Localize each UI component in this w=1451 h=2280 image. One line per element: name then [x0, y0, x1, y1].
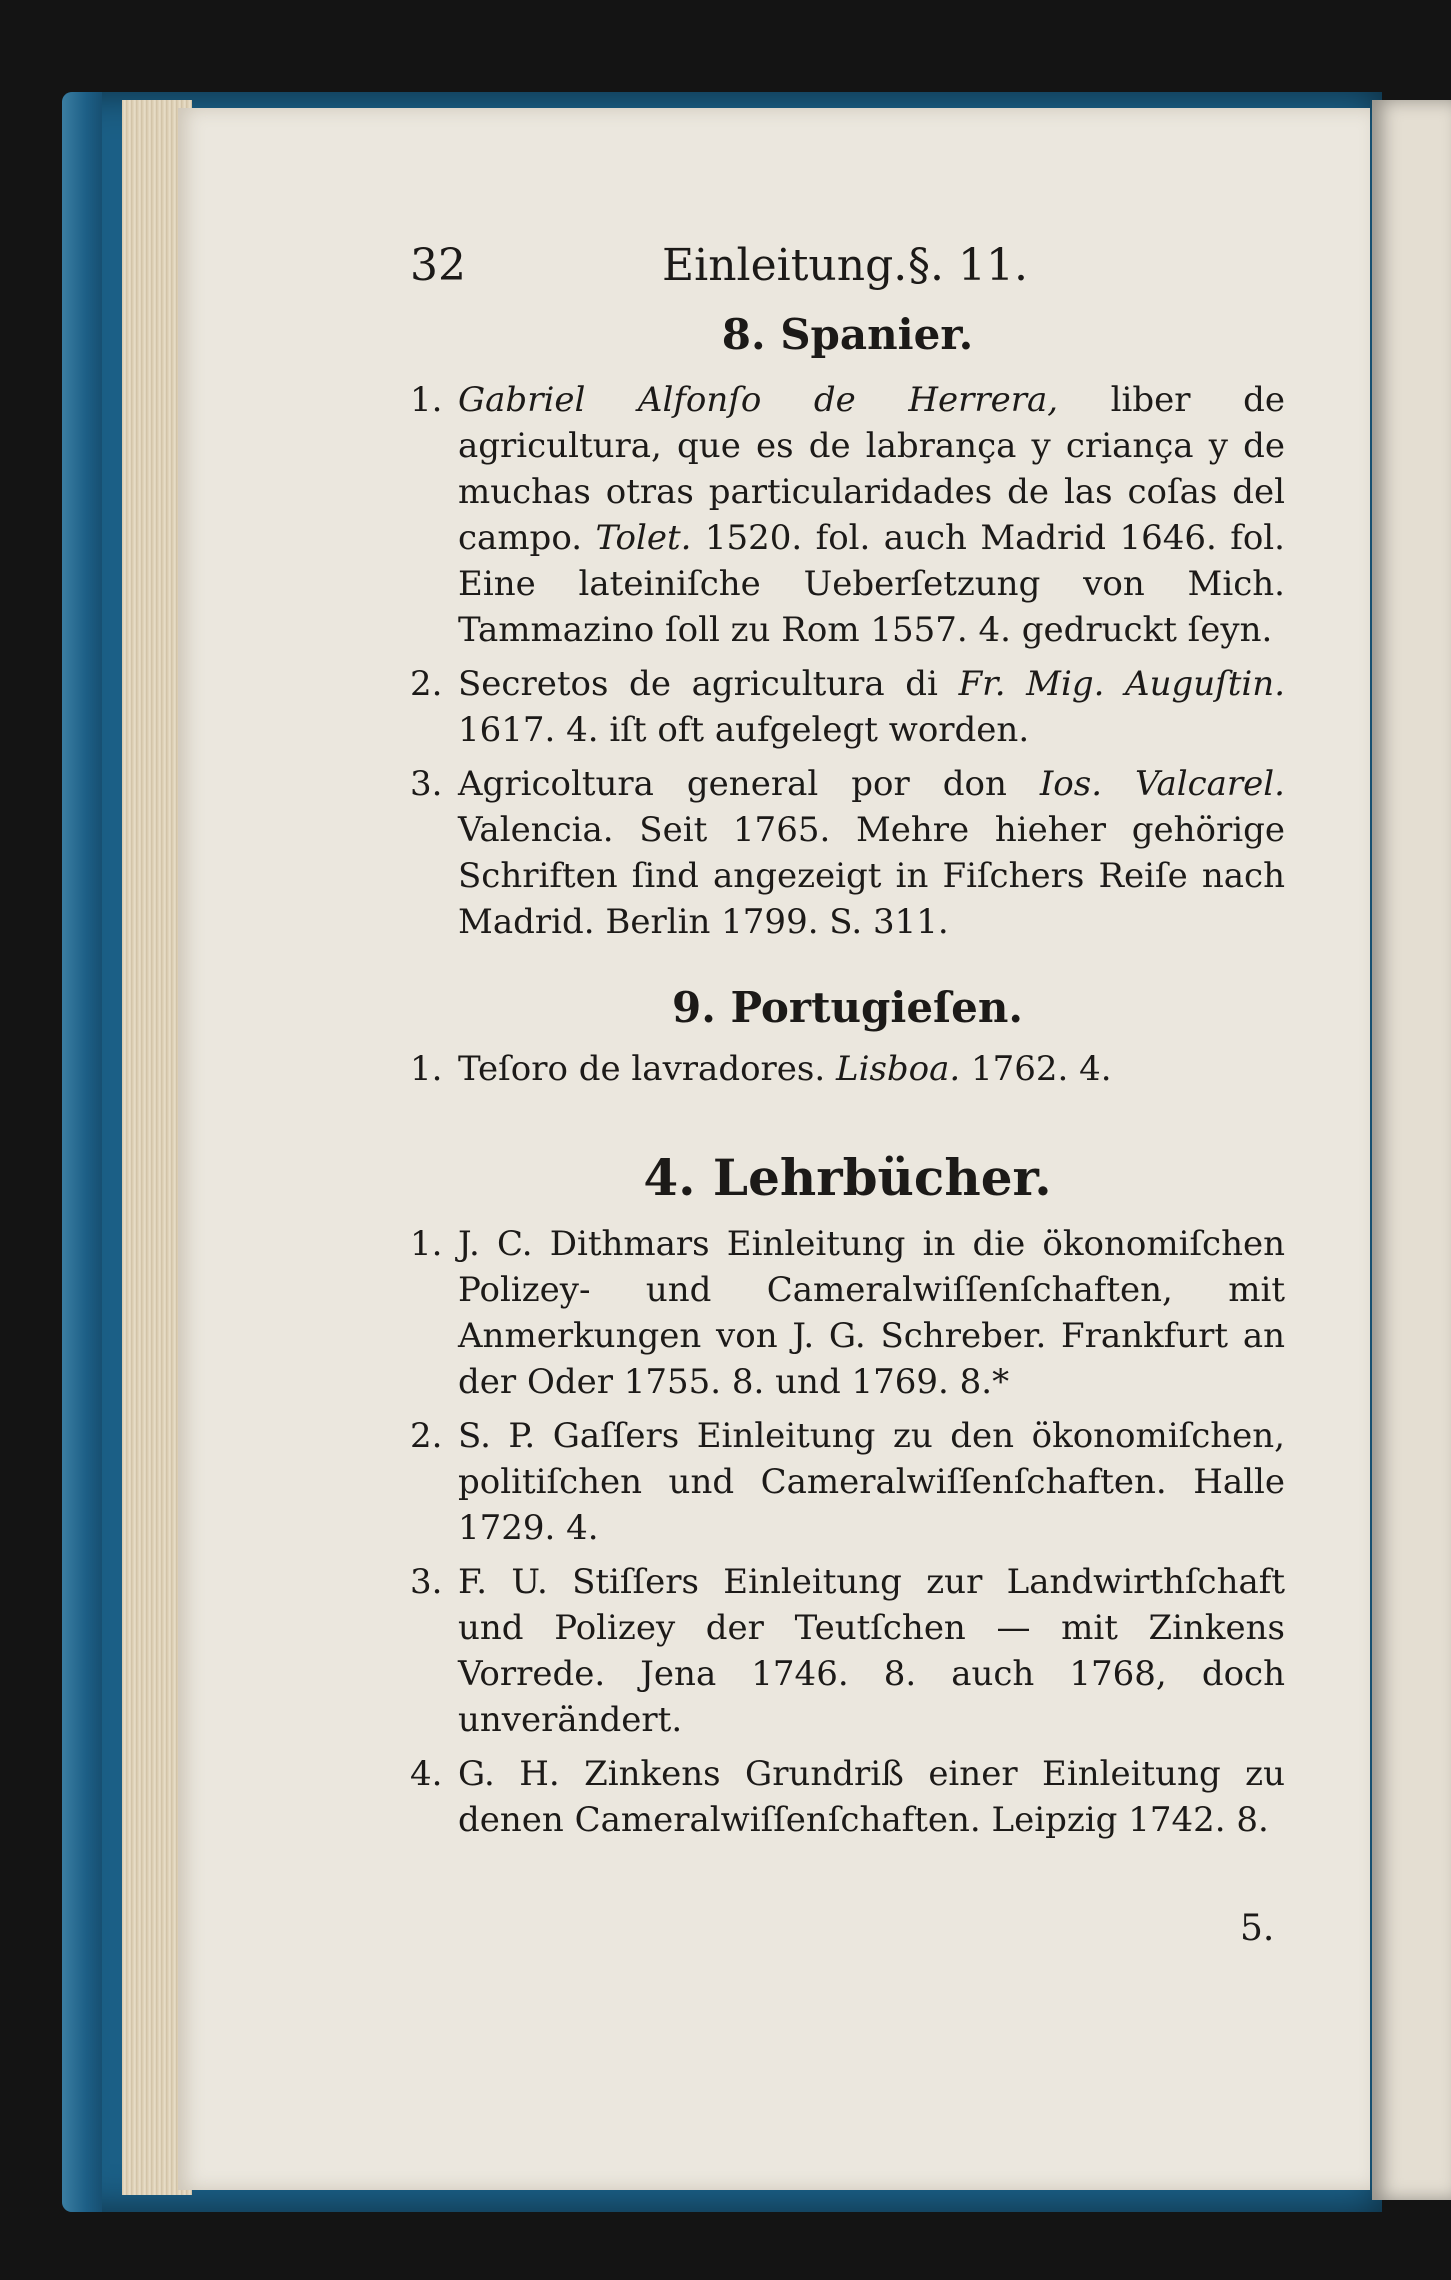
entry-author: Secretos de agricultura di — [458, 664, 938, 704]
list-item — [410, 1751, 1285, 1843]
entry-text-cont: 1762. 4. — [960, 1049, 1112, 1089]
entry-text: S. P. Gaſſers Einleitung zu den ökonomiſchen, politiſchen und Cameralwiſſenſchaften. Halle 1729. 4. — [458, 1416, 1285, 1548]
catchword: 5. — [1240, 1908, 1275, 1949]
entry-number: 3. — [410, 764, 443, 804]
entry-text — [938, 664, 959, 704]
entry-text: liber de agricultura, que es de labrança y criança y de muchas otras particularidades de las coſas del campo. — [458, 380, 1285, 558]
section-heading-portugiesen: 9. Portugieſen. — [672, 983, 1023, 1032]
list-item — [410, 1046, 1285, 1092]
list-item — [410, 1221, 1285, 1405]
entry-place: Tolet. — [595, 518, 692, 558]
entry-author: Agricoltura general por don — [458, 764, 1007, 804]
entry-number: 2. — [410, 1416, 443, 1456]
entry-place: Ios. Valcarel. — [1039, 764, 1285, 804]
running-header — [410, 240, 1285, 310]
facing-page-edge — [1372, 100, 1451, 2200]
entry-text-cont: 1617. 4. iſt oft aufgelegt worden. — [458, 710, 1030, 750]
running-title: Einleitung. — [662, 240, 908, 291]
section-reference: §. 11. — [908, 240, 1028, 291]
entry-number: 3. — [410, 1562, 443, 1602]
page-content — [410, 240, 1285, 1851]
page-number: 32 — [410, 240, 466, 291]
entry-number: 1. — [410, 380, 443, 420]
entry-text — [1007, 764, 1040, 804]
section-heading-spanier: 8. Spanier. — [721, 310, 974, 359]
entry-text: F. U. Stiſſers Einleitung zur Landwirthſchaft und Polizey der Teutſchen — mit Zinkens Vorrede. Jena 1746. 8. auch 1768, doch unverändert. — [458, 1562, 1285, 1740]
entry-place: Fr. Mig. Auguſtin. — [958, 664, 1286, 704]
list-item — [410, 761, 1285, 945]
cover-spine-edge — [62, 92, 102, 2212]
entry-text — [825, 1049, 836, 1089]
entry-text-cont: 1520. fol. auch Madrid 1646. fol. Eine lateiniſche Ueberſetzung von Mich. Tammazino ſoll zu Rom 1557. 4. gedruckt ſeyn. — [458, 518, 1285, 650]
entry-number: 2. — [410, 664, 443, 704]
entry-number: 1. — [410, 1049, 443, 1089]
list-item — [410, 377, 1285, 653]
entry-text: J. C. Dithmars Einleitung in die ökonomiſchen Polizey- und Cameralwiſſenſchaften, mit Anmerkungen von J. G. Schreber. Frankfurt an der Oder 1755. 8. und 1769. 8.* — [458, 1224, 1285, 1402]
chapter-heading-lehrbuecher: 4. Lehrbücher. — [643, 1148, 1052, 1207]
list-item — [410, 1559, 1285, 1743]
entry-author: Gabriel Alfonſo de Herrera, — [458, 380, 1059, 420]
entry-number: 1. — [410, 1224, 443, 1264]
entry-text-cont: Valencia. Seit 1765. Mehre hieher gehörige Schriften ſind angezeigt in Fiſchers Reiſe nach Madrid. Berlin 1799. S. 311. — [458, 810, 1285, 942]
entry-text: G. H. Zinkens Grundriß einer Einleitung zu denen Cameralwiſſenſchaften. Leipzig 1742. 8. — [458, 1754, 1285, 1840]
list-item — [410, 661, 1285, 753]
entry-author: Teſoro de lavradores. — [458, 1049, 826, 1089]
list-item — [410, 1413, 1285, 1551]
entry-number: 4. — [410, 1754, 443, 1794]
entry-place: Lisboa. — [836, 1049, 961, 1089]
